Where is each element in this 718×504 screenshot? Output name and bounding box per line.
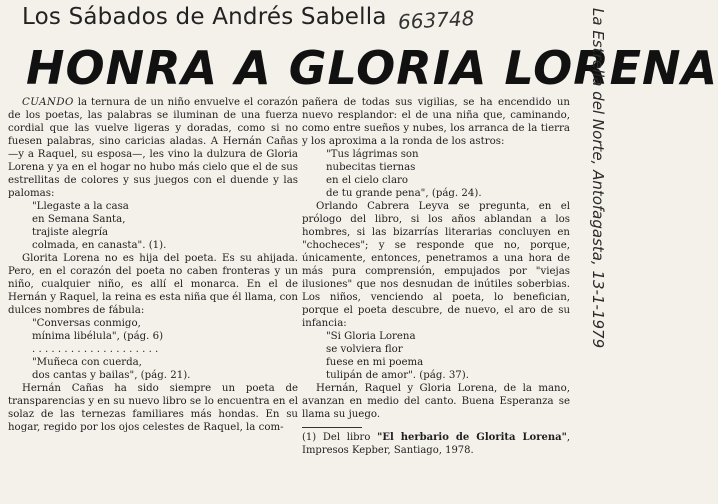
- poem-quote: [8, 317, 298, 382]
- poem-line: tulipán de amor". (pág. 37).: [326, 370, 469, 381]
- poem-line: dos cantas y bailas", (pág. 21).: [32, 370, 191, 381]
- poem-line: en el cielo claro: [326, 175, 409, 186]
- poem-line: "Si Gloria Lorena: [326, 331, 416, 342]
- paragraph: Glorita Lorena no es hija del poeta. Es su ahijada. Pero, en el corazón del poeta no caben fronteras y un niño, cualquier niño, es allí el monarca. En el de Hernán y Raquel, la reina es esta niña que él llama, con dulces nombres de fábula:: [8, 253, 298, 316]
- poem-line: se volviera flor: [326, 344, 403, 355]
- poem-line: "Tus lágrimas son: [326, 149, 419, 160]
- poem-line: fuese en mi poema: [326, 357, 424, 368]
- handwritten-margin-note: [578, 4, 607, 500]
- footnote: [302, 432, 570, 457]
- poem-line: en Semana Santa,: [32, 214, 126, 225]
- margin-note-svg: [578, 4, 607, 500]
- footnote-text: (1) Del libro: [302, 432, 378, 443]
- paragraph: [8, 96, 298, 200]
- poem-line: mínima libélula", (pág. 6): [32, 331, 164, 342]
- column-name: Los Sábados de Andrés Sabella: [22, 4, 387, 30]
- footnote-text: , Impresos Kepber, Santiago, 1978.: [302, 432, 570, 456]
- poem-line: de tu grande pena", (pág. 24).: [326, 188, 482, 199]
- footnote-divider: [302, 427, 362, 428]
- right-column: [302, 96, 570, 457]
- margin-note-text: La Estrella del Norte, Antofagasta, 13-1-1979: [589, 8, 607, 349]
- lead-word: CUANDO: [22, 97, 74, 108]
- poem-line: "Muñeca con cuerda,: [32, 357, 142, 368]
- poem-quote: [302, 330, 570, 382]
- paragraph: Hernán Cañas ha sido siempre un poeta de transparencias y en su nuevo libro se lo encuentra en el solaz de las ternezas familiares más hondas. En su hogar, regido por los ojos celestes de Raquel, la com-: [8, 383, 298, 433]
- footnote-book-title: "El herbario de Glorita Lorena": [377, 432, 567, 443]
- headline: HONRA A GLORIA LORENA: [26, 41, 718, 95]
- poem-line: "Llegaste a la casa: [32, 201, 129, 212]
- poem-quote: [302, 148, 570, 200]
- left-column: [8, 96, 298, 434]
- paragraph: pañera de todas sus vigilias, se ha encendido un nuevo resplandor: el de una niña que, caminando, como entre sueños y nubes, los arranca de la tierra y los aproxima a la ronda de los astros:: [302, 97, 570, 147]
- poem-line: colmada, en canasta". (1).: [32, 240, 167, 251]
- paragraph: Hernán, Raquel y Gloria Lorena, de la mano, avanzan en medio del canto. Buena Esperanza se llama su juego.: [302, 383, 570, 420]
- paragraph: Orlando Cabrera Leyva se pregunta, en el prólogo del libro, si los años ablandan a los hombres, si las bizarrías literarias concluyen en "chocheces"; y se responde que no, porque, únicamente, entonces, penetramos a una hora de más pura comprensión, empujados por "viejas ilusiones" que nos desnudan de inútiles soberbias. Los niños, venciendo al poeta, lo benefician, porque el poeta descubre, de nuevo, el aro de su infancia:: [302, 201, 570, 329]
- handwritten-catalog-number: 663748: [397, 6, 475, 34]
- paragraph-text: la ternura de un niño envuelve el corazón de los poetas, las palabras se iluminan de una fuerza cordial que las vuelve ligeras y doradas, como si no fuesen palabras, sino caricias aladas. A Hernán Cañas —y a Raquel, su esposa—, les vino la dulzura de Gloria Lorena y ya en el hogar no hubo más cielo que el de sus estrellitas de colores y sus juegos con el duende y las palomas:: [8, 97, 298, 199]
- poem-separator: . . . . . . . . . . . . . . . . . . . .: [32, 344, 159, 355]
- poem-quote: [8, 200, 298, 252]
- poem-line: nubecitas tiernas: [326, 162, 416, 173]
- poem-line: "Conversas conmigo,: [32, 318, 141, 329]
- poem-line: trajiste alegría: [32, 227, 109, 238]
